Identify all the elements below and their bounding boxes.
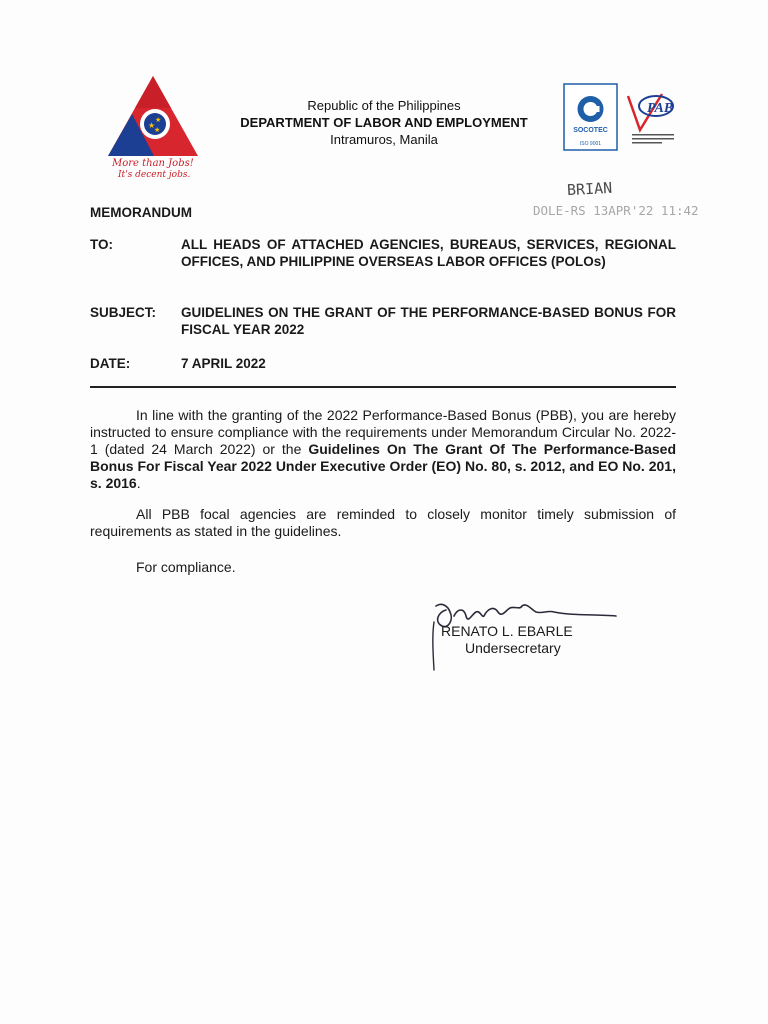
- paragraph-1-text: In line with the granting of the 2022 Performance-Based Bonus (PBB), you are hereby instructed to ensure compliance with the requirements under Memorandum Circular No. 2022-1 (dated 24 March 2022) or the: [90, 407, 676, 457]
- logo-tagline-1: More than Jobs!: [112, 158, 194, 169]
- dole-logo: [108, 72, 206, 180]
- body-paragraph-3: For compliance.: [136, 559, 236, 575]
- pab-certification-logo: [622, 88, 678, 152]
- republic-line: Republic of the Philippines: [307, 98, 461, 113]
- guidelines-reference: Guidelines On The Grant Of The Performance-Based Bonus For Fiscal Year 2022 Under Executive Order (EO) No. 80, s. 2012, and EO No. 201, s. 2016: [90, 441, 676, 491]
- pab-label: PAB: [647, 101, 674, 116]
- body-paragraph-2: All PBB focal agencies are reminded to closely monitor timely submission of requirements as stated in the guidelines.: [90, 506, 676, 539]
- header-divider: [90, 386, 676, 388]
- date-value: 7 APRIL 2022: [181, 356, 266, 371]
- to-label: TO:: [90, 237, 113, 252]
- date-label: DATE:: [90, 356, 131, 371]
- iso-label: ISO 9001: [579, 141, 602, 147]
- memo-subject-row: [90, 304, 676, 340]
- department-name: DEPARTMENT OF LABOR AND EMPLOYMENT: [240, 115, 528, 130]
- subject-label: SUBJECT:: [90, 305, 157, 320]
- signatory-title: Undersecretary: [465, 640, 561, 656]
- socotec-label: SOCOTEC: [573, 127, 608, 134]
- location-line: Intramuros, Manila: [330, 132, 438, 147]
- logo-tagline-2: It's decent jobs.: [118, 170, 191, 180]
- stamp-receiver-name: BRIAN: [566, 178, 613, 200]
- memo-title: MEMORANDUM: [90, 205, 192, 220]
- body-paragraph-1: [90, 407, 676, 492]
- letterhead-text: [210, 97, 558, 148]
- svg-text:★: ★: [148, 121, 156, 130]
- memo-to-row: [90, 236, 676, 288]
- svg-text:★: ★: [155, 116, 162, 124]
- svg-text:★: ★: [154, 126, 161, 134]
- memo-date-row: [90, 355, 676, 373]
- to-value: ALL HEADS OF ATTACHED AGENCIES, BUREAUS, SERVICES, REGIONAL OFFICES, AND PHILIPPINE OVERSEAS LABOR OFFICES (POLOs): [181, 237, 676, 269]
- subject-value: GUIDELINES ON THE GRANT OF THE PERFORMANCE-BASED BONUS FOR FISCAL YEAR 2022: [181, 305, 676, 337]
- socotec-certification-logo: [563, 83, 618, 151]
- paragraph-1-end: .: [136, 475, 141, 491]
- stamp-received-datetime: DOLE-RS 13APR'22 11:42: [533, 203, 699, 218]
- signatory-name: RENATO L. EBARLE: [441, 623, 573, 639]
